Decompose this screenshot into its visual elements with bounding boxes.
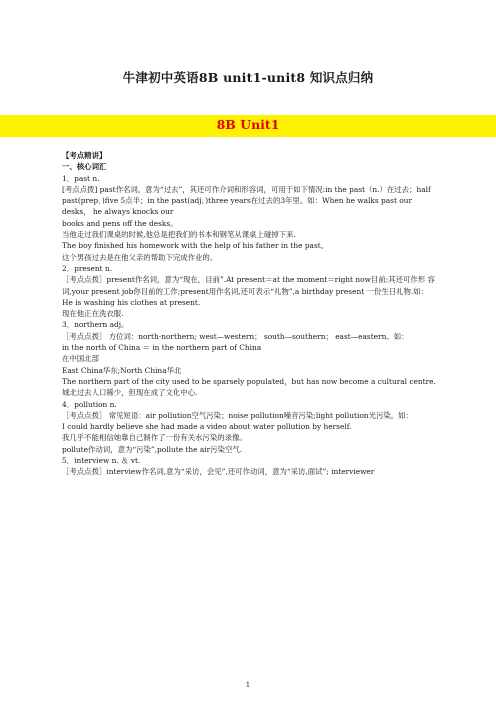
text-line: 这个男孩过去是在他父亲的帮助下完成作业的。 xyxy=(62,252,218,262)
text-line: The northern part of the city used to be sparsely populated，but has now become a cultural centre. xyxy=(62,376,436,386)
text-line: 4．pollution n. xyxy=(62,399,117,409)
sub-header: 一、核心词汇 xyxy=(62,162,107,172)
text-line: 2．present n. xyxy=(62,263,113,273)
text-line: ［考点点拨］present作名词，意为“现在，目前”.At present＝at the moment＝right now目前;其还可作形 容词,your present job你目前的工作;present用作名词,还可表示“礼物”,a birthday present 一份生日礼物.如： xyxy=(62,275,435,296)
section-header: 【考点精讲】 xyxy=(62,151,107,160)
text-line: 5．interview n. ＆ vt. xyxy=(62,456,141,466)
document-title: 牛津初中英语8B unit1-unit8 知识点归纳 xyxy=(122,70,374,85)
text-line: [考点点拨] past作名词，意为“过去”，其还可作介词和形容词，可用于如下情况:in the past（n.）在过去；half past(prep．)five 5点半；in the past(adj．)three years在过去的3年里。如：When he walks past our desks， he always knocks our xyxy=(62,184,431,217)
text-line: in the north of China ＝ in the northern part of China xyxy=(62,343,262,353)
text-line: ［考点点拨］ 常见短语：air pollution空气污染；noise pollution噪音污染;light pollution光污染。如： xyxy=(62,410,413,420)
text-line: The boy finished his homework with the help of his father in the past。 xyxy=(62,241,329,251)
text-line: 现在他正在洗衣服. xyxy=(62,309,124,319)
page-number: 1 xyxy=(245,681,251,689)
text-line: 3．northern adj。 xyxy=(62,320,129,330)
text-line: 1．past n. xyxy=(62,173,100,183)
document-body xyxy=(62,150,442,478)
text-line: pollute作动词，意为“污染”,pollute the air污染空气. xyxy=(62,444,243,454)
text-line: ［考点点拨］ 方位词：north-northern; west—western； south—southern； east—eastern。如： xyxy=(62,331,409,341)
text-line: books and pens off the desks。 xyxy=(62,218,178,228)
text-line: He is washing his clothes at present. xyxy=(62,297,201,307)
text-line: 城北过去人口稀少，但现在成了文化中心. xyxy=(62,388,198,398)
text-line: 当他走过我们课桌的时候,他总是把我们的书本和钢笔从课桌上碰掉下来. xyxy=(62,230,296,240)
text-line: 在中国北部 xyxy=(62,354,99,364)
text-line: I could hardly believe she had made a video about water pollution by herself. xyxy=(62,422,352,432)
text-line: 我几乎不能相信她靠自己制作了一份有关水污染的录像。 xyxy=(62,433,247,443)
text-line: ［考点点拨］interview作名词,意为“采访，会见”,还可作动词，意为“采访,面试”; interviewer xyxy=(62,467,375,477)
text-line: East China华东;North China华北 xyxy=(62,365,182,375)
unit-title: 8B Unit1 xyxy=(216,117,280,132)
